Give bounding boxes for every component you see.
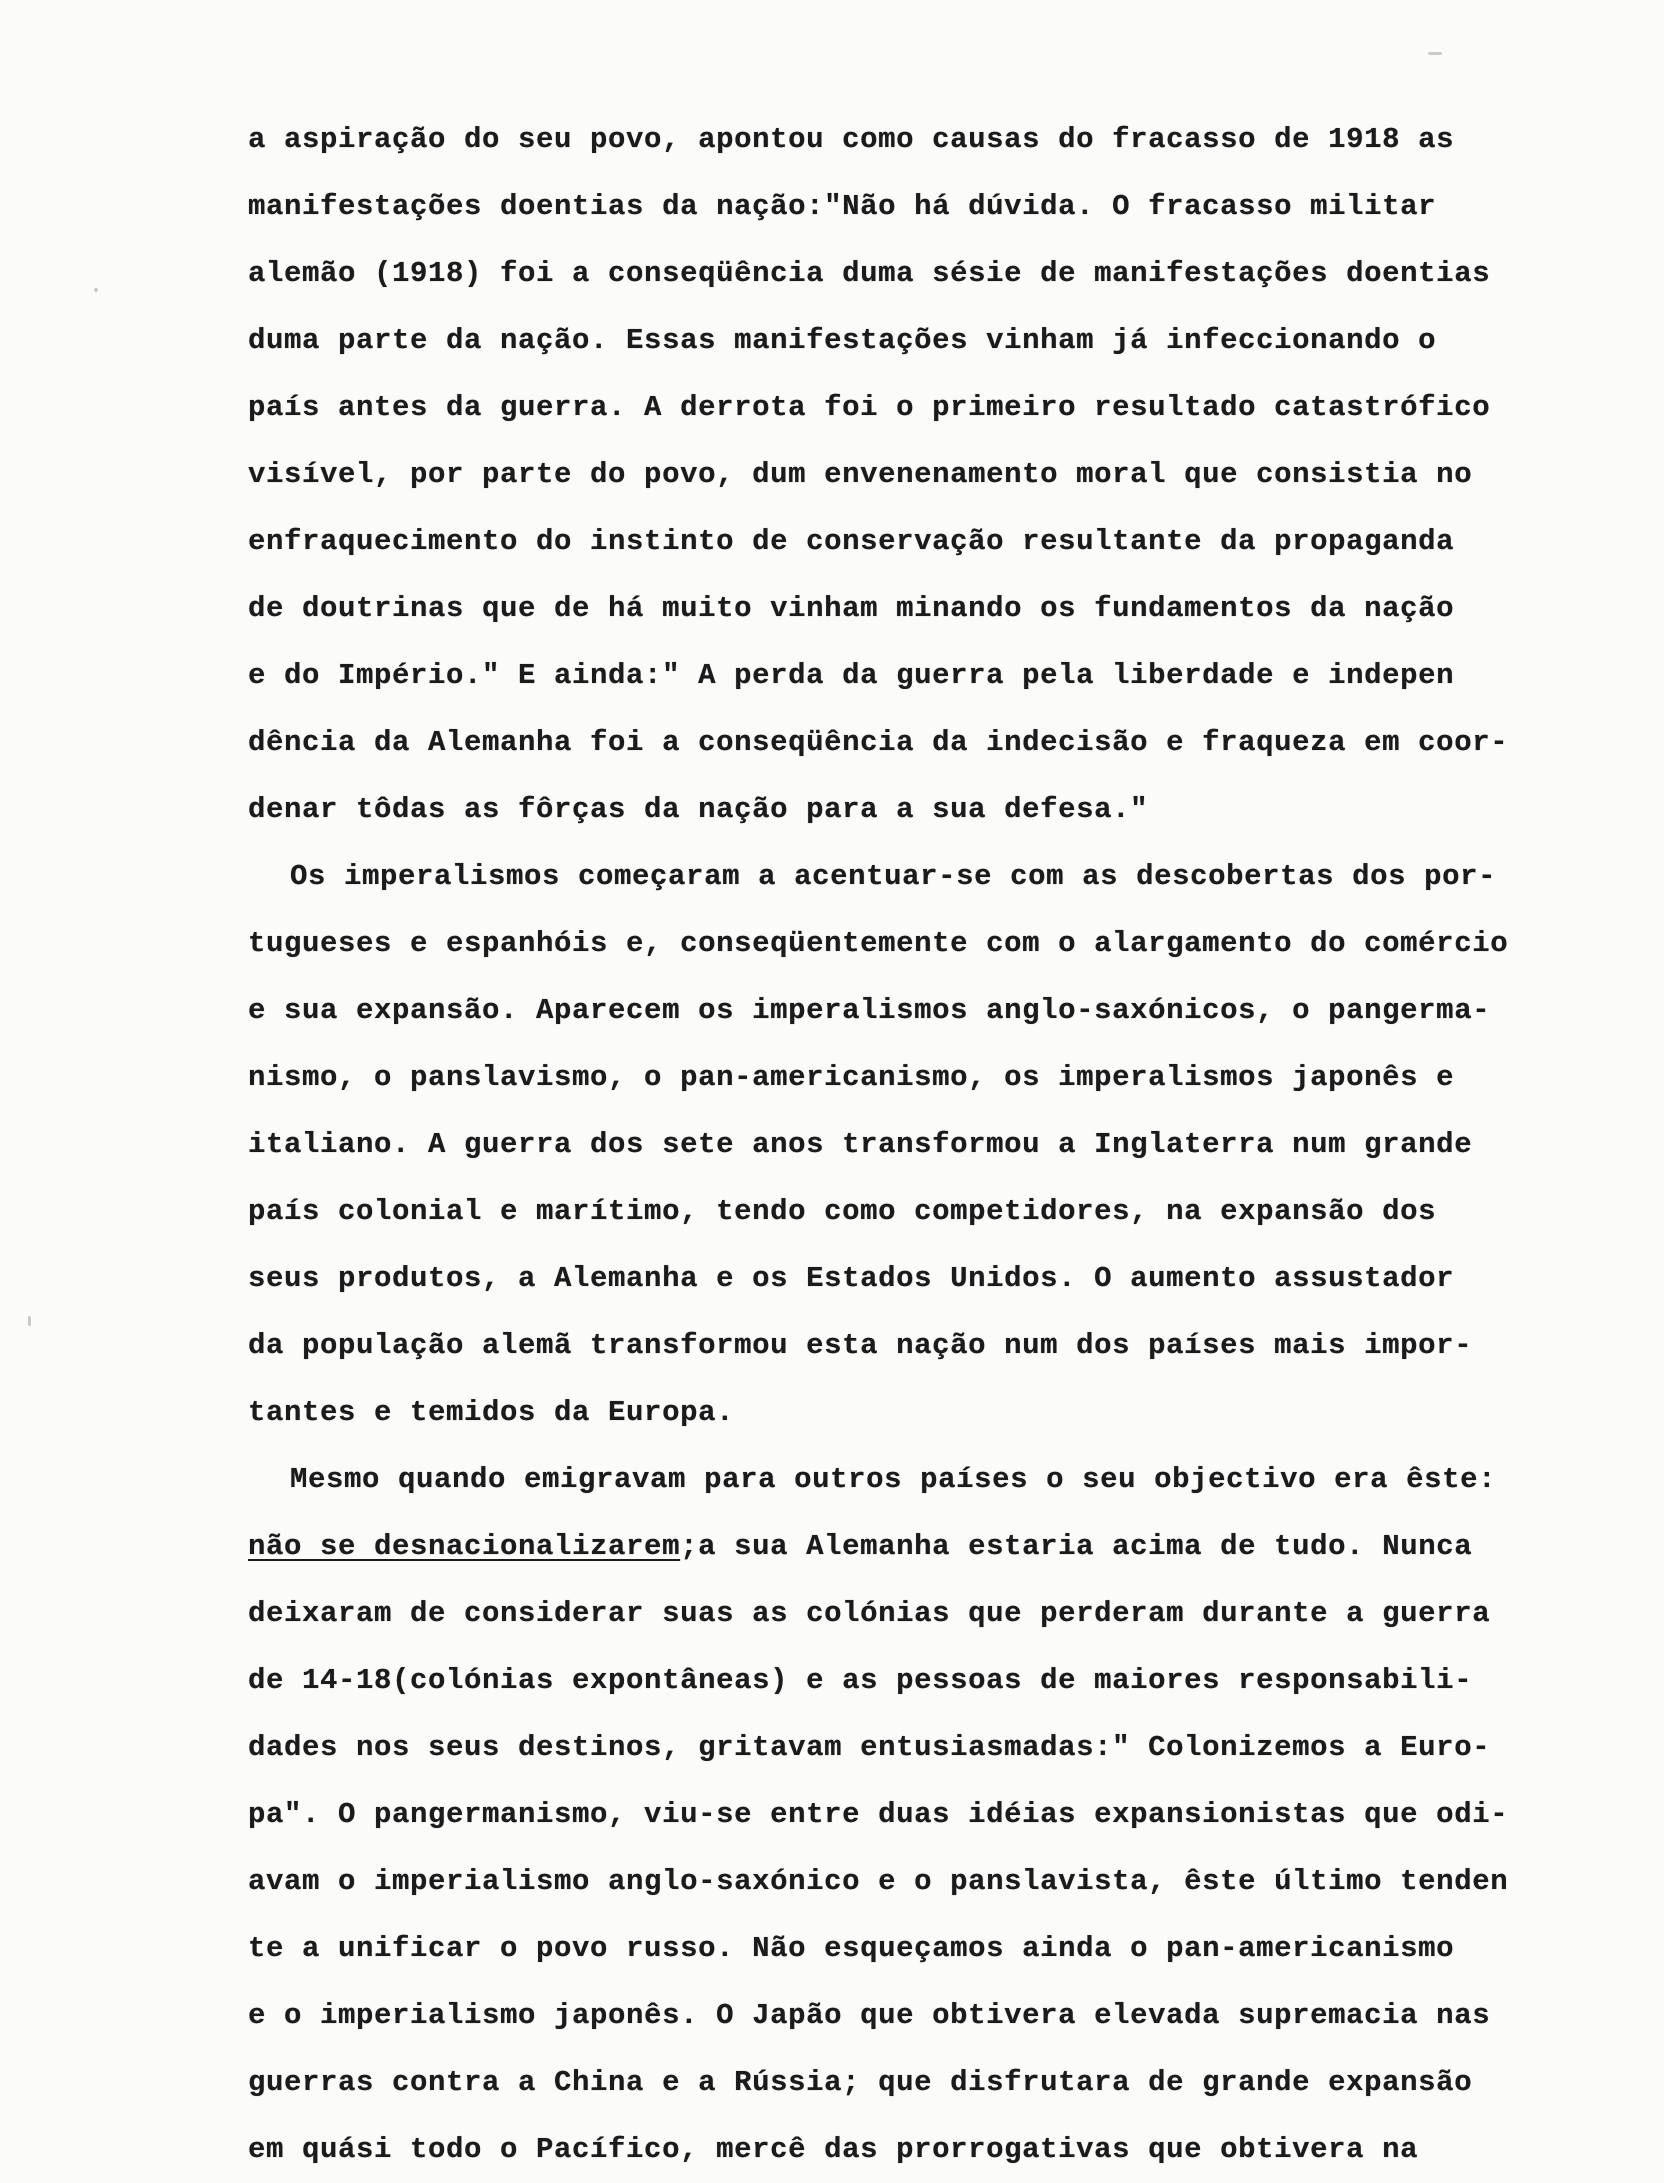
text-line: país colonial e marítimo, tendo como competidores, na expansão dos [248, 1195, 1437, 1228]
text-line: avam o imperialismo anglo-saxónico e o panslavista, êste último tenden [248, 1865, 1509, 1898]
text-line: visível, por parte do povo, dum envenenamento moral que consistia no [248, 458, 1473, 491]
document-body [248, 106, 1648, 2183]
paragraph-2 [248, 843, 1648, 1446]
text-line: tantes e temidos da Europa. [248, 1396, 735, 1429]
text-line: deixaram de considerar suas as colónias que perderam durante a guerra [248, 1597, 1491, 1630]
text-line: e sua expansão. Aparecem os imperalismos anglo-saxónicos, o pangerma- [248, 994, 1491, 1027]
underlined-phrase: não se desnacionalizarem [248, 1530, 681, 1563]
text-line: e do Império." E ainda:" A perda da guerra pela liberdade e indepen [248, 659, 1455, 692]
text-line: tugueses e espanhóis e, conseqüentemente com o alargamento do comércio [248, 927, 1509, 960]
text-line: guerras contra a China e a Rússia; que disfrutara de grande expansão [248, 2066, 1473, 2099]
text-line: alemão (1918) foi a conseqüência duma sésie de manifestações doentias [248, 257, 1491, 290]
text-line: manifestações doentias da nação:"Não há dúvida. O fracasso militar [248, 190, 1437, 223]
paper-smudge [94, 288, 98, 292]
text-line: a aspiração do seu povo, apontou como causas do fracasso de 1918 as [248, 123, 1455, 156]
text-line: italiano. A guerra dos sete anos transformou a Inglaterra num grande [248, 1128, 1473, 1161]
text-line: denar tôdas as fôrças da nação para a sua defesa." [248, 793, 1149, 826]
paper-smudge [1428, 52, 1442, 55]
text-line: Mesmo quando emigravam para outros países o seu objectivo era êste: [290, 1463, 1497, 1496]
text-line [248, 1513, 1648, 1580]
paper-smudge [28, 1316, 31, 1326]
text-line: e o imperialismo japonês. O Japão que obtivera elevada supremacia nas [248, 1999, 1491, 2032]
text-line: nismo, o panslavismo, o pan-americanismo, os imperalismos japonês e [248, 1061, 1455, 1094]
text-line: em quási todo o Pacífico, mercê das prorrogativas que obtivera na [248, 2133, 1419, 2166]
text-line: de 14-18(colónias expontâneas) e as pessoas de maiores responsabili- [248, 1664, 1473, 1697]
paragraph-1 [248, 106, 1648, 843]
text-line: Os imperalismos começaram a acentuar-se com as descobertas dos por- [290, 860, 1497, 893]
text-line: dência da Alemanha foi a conseqüência da indecisão e fraqueza em coor- [248, 726, 1509, 759]
text-line: seus produtos, a Alemanha e os Estados Unidos. O aumento assustador [248, 1262, 1455, 1295]
paragraph-3 [248, 1446, 1648, 2183]
text-line: enfraquecimento do instinto de conservação resultante da propaganda [248, 525, 1455, 558]
text-line: de doutrinas que de há muito vinham minando os fundamentos da nação [248, 592, 1455, 625]
text-line: país antes da guerra. A derrota foi o primeiro resultado catastrófico [248, 391, 1491, 424]
text-line: dades nos seus destinos, gritavam entusiasmadas:" Colonizemos a Euro- [248, 1731, 1491, 1764]
text-line: te a unificar o povo russo. Não esqueçamos ainda o pan-americanismo [248, 1932, 1455, 1965]
text-fragment: ;a sua Alemanha estaria acima de tudo. Nunca [680, 1530, 1473, 1563]
text-line: pa". O pangermanismo, viu-se entre duas idéias expansionistas que odi- [248, 1798, 1509, 1831]
text-line: da população alemã transformou esta nação num dos países mais impor- [248, 1329, 1473, 1362]
text-line: duma parte da nação. Essas manifestações vinham já infeccionando o [248, 324, 1437, 357]
